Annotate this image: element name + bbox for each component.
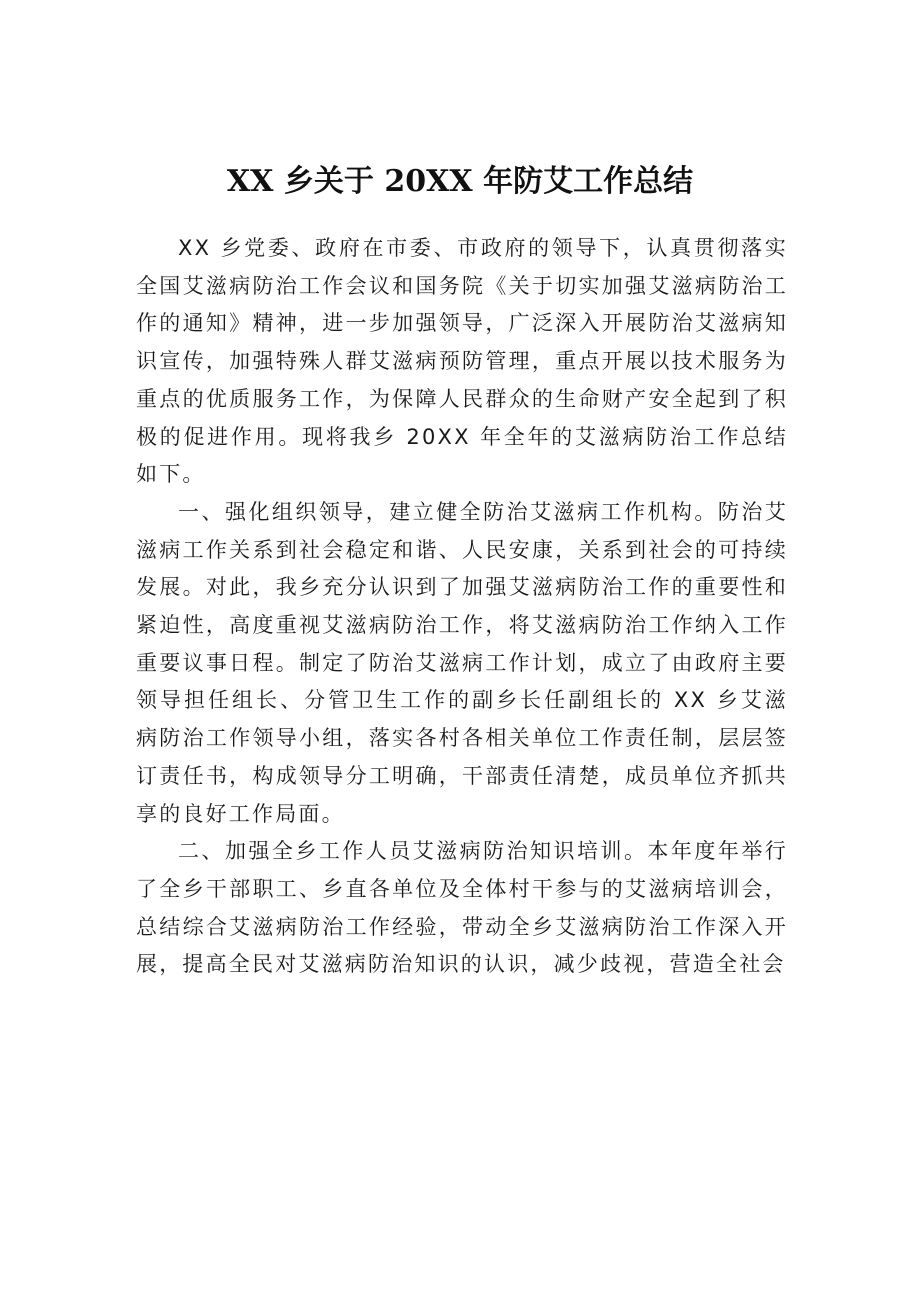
paragraph-section-2: 二、加强全乡工作人员艾滋病防治知识培训。本年度年举行了全乡干部职工、乡直各单位及全体村干参与的艾滋病培训会，总结综合艾滋病防治工作经验，带动全乡艾滋病防治工作深入开展，提高全民对艾滋病防治知识的认识，减少歧视，营造全社会: [136, 839, 788, 977]
paragraph-section-1: 一、强化组织领导，建立健全防治艾滋病工作机构。防治艾滋病工作关系到社会稳定和谐、人民安康，关系到社会的可持续发展。对此，我乡充分认识到了加强艾滋病防治工作的重要性和紧迫性，高度重视艾滋病防治工作，将艾滋病防治工作纳入工作重要议事日程。制定了防治艾滋病工作计划，成立了由政府主要领导担任组长、分管卫生工作的副乡长任副组长的 XX 乡艾滋病防治工作领导小组，落实各村各相关单位工作责任制，层层签订责任书，构成领导分工明确，干部责任清楚，成员单位齐抓共享的良好工作局面。: [136, 499, 788, 826]
document-title: XX 乡关于 20XX 年防艾工作总结: [226, 164, 694, 199]
paragraph-intro: XX 乡党委、政府在市委、市政府的领导下，认真贯彻落实全国艾滋病防治工作会议和国务院《关于切实加强艾滋病防治工作的通知》精神，进一步加强领导，广泛深入开展防治艾滋病知识宣传，加强特殊人群艾滋病预防管理，重点开展以技术服务为重点的优质服务工作，为保障人民群众的生命财产安全起到了积极的促进作用。现将我乡 20XX 年全年的艾滋病防治工作总结如下。: [136, 236, 788, 487]
document-body: [136, 230, 788, 984]
